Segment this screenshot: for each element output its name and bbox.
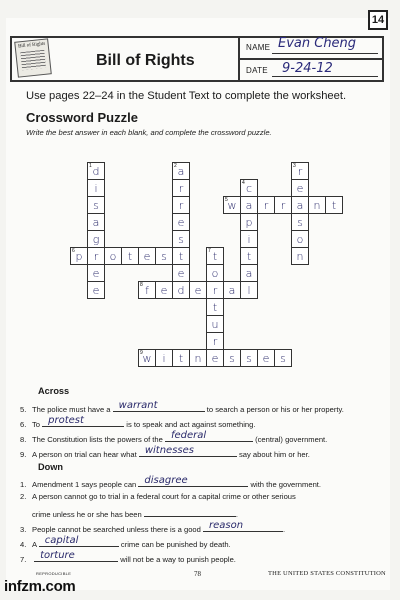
cell-letter: s — [297, 216, 303, 229]
cell-letter: r — [297, 165, 303, 178]
clue-down-7 — [20, 552, 236, 564]
cell-letter: o — [296, 233, 304, 246]
cell-letter: t — [178, 352, 184, 365]
clue-text-before: The Constitution lists the powers of the — [32, 435, 163, 444]
footer-book-title: THE UNITED STATES CONSTITUTION — [268, 570, 386, 577]
crossword-cell[interactable] — [240, 230, 258, 248]
crossword-cell[interactable] — [87, 179, 105, 197]
crossword-cell[interactable] — [206, 247, 224, 265]
crossword-cell[interactable] — [155, 349, 173, 367]
crossword-cell[interactable] — [240, 213, 258, 231]
clue-across-8 — [20, 432, 327, 444]
cell-clue-number: 3 — [293, 163, 296, 169]
cell-letter: r — [212, 335, 218, 348]
answer-blank[interactable] — [42, 417, 124, 427]
clue-text-after: to search a person or his or her property. — [206, 405, 344, 414]
answer-handwriting: federal — [170, 430, 207, 441]
clue-across-6 — [20, 417, 255, 429]
crossword-cell[interactable] — [87, 162, 105, 180]
crossword-cell[interactable] — [291, 162, 309, 180]
cell-letter: e — [296, 182, 304, 195]
crossword-cell[interactable] — [172, 162, 190, 180]
crossword-cell[interactable] — [172, 230, 190, 248]
clue-text-before: crime unless he or she has been — [32, 510, 142, 519]
clue-text-before: The police must have a — [32, 405, 111, 414]
crossword-cell[interactable] — [172, 247, 190, 265]
cell-letter: t — [178, 250, 184, 263]
crossword-cell[interactable] — [70, 247, 88, 265]
reproducible-mark: REPRODUCIBLE — [36, 571, 72, 576]
cell-letter: l — [247, 284, 251, 297]
crossword-cell[interactable] — [291, 213, 309, 231]
clue-down-1 — [20, 477, 321, 489]
cell-letter: e — [92, 284, 100, 297]
clue-number: 9. — [20, 450, 27, 459]
answer-handwriting: capital — [44, 535, 79, 546]
cell-letter: c — [245, 182, 253, 195]
crossword-cell[interactable] — [138, 247, 156, 265]
crossword-cell[interactable] — [240, 179, 258, 197]
crossword-cell[interactable] — [223, 281, 241, 299]
crossword-cell[interactable] — [206, 298, 224, 316]
across-heading: Across — [38, 386, 70, 396]
cell-letter: i — [247, 233, 251, 246]
clue-number: 3. — [20, 525, 27, 534]
clue-text-after: is to speak and act against something. — [126, 420, 256, 429]
cell-letter: s — [246, 352, 252, 365]
date-label: DATE — [246, 66, 268, 75]
cell-letter: a — [296, 199, 304, 212]
cell-letter: e — [194, 284, 202, 297]
crossword-cell[interactable] — [172, 196, 190, 214]
answer-handwriting: torture — [40, 550, 75, 561]
cell-clue-number: 2 — [174, 163, 177, 169]
cell-letter: r — [93, 250, 99, 263]
crossword-cell[interactable] — [87, 247, 105, 265]
clue-across-5 — [20, 402, 344, 414]
cell-letter: n — [194, 352, 202, 365]
cell-letter: e — [160, 284, 168, 297]
clue-text-before: A person cannot go to trial in a federal court for a capital crime or other serious — [32, 492, 296, 501]
cell-letter: o — [211, 267, 219, 280]
cell-letter: t — [212, 301, 218, 314]
cell-letter: a — [245, 199, 253, 212]
answer-blank[interactable] — [165, 432, 253, 442]
clue-down-2 — [20, 492, 296, 501]
footer-page-number: 78 — [194, 570, 201, 578]
crossword-cell[interactable] — [257, 349, 275, 367]
cell-letter: p — [245, 216, 253, 229]
cell-letter: s — [178, 233, 184, 246]
crossword-cell[interactable] — [291, 230, 309, 248]
clue-text-before: A person on trial can hear what — [32, 450, 137, 459]
cell-clue-number: 4 — [242, 180, 245, 186]
clue-text-after: say about him or her. — [238, 450, 310, 459]
crossword-cell[interactable] — [206, 349, 224, 367]
crossword-cell[interactable] — [87, 264, 105, 282]
cell-clue-number: 6 — [72, 248, 75, 254]
answer-blank[interactable] — [144, 507, 236, 517]
cell-letter: e — [262, 352, 270, 365]
cell-letter: s — [280, 352, 286, 365]
clue-number: 4. — [20, 540, 27, 549]
clue-down-4 — [20, 537, 231, 549]
crossword-cell[interactable] — [274, 349, 292, 367]
cell-letter: e — [177, 216, 185, 229]
cell-letter: e — [177, 267, 185, 280]
clue-text-after: . — [283, 525, 286, 534]
clue-text-after: . — [235, 510, 238, 519]
clue-number: 6. — [20, 420, 27, 429]
clue-number: 2. — [20, 492, 27, 501]
cell-letter: n — [313, 199, 321, 212]
cell-letter: r — [178, 199, 184, 212]
crossword-cell[interactable] — [206, 315, 224, 333]
cell-letter: t — [127, 250, 133, 263]
crossword-cell[interactable] — [87, 213, 105, 231]
crossword-cell[interactable] — [155, 281, 173, 299]
cell-letter: w — [142, 352, 152, 365]
crossword-cell[interactable] — [291, 179, 309, 197]
name-label: NAME — [246, 43, 271, 52]
clue-text-after: with the government. — [250, 480, 322, 489]
crossword-cell[interactable] — [206, 332, 224, 350]
crossword-cell[interactable] — [325, 196, 343, 214]
cell-letter: r — [178, 182, 184, 195]
cell-letter: o — [109, 250, 117, 263]
cell-letter: t — [246, 250, 252, 263]
intro-text: Use pages 22–24 in the Student Text to complete the worksheet. — [26, 90, 347, 102]
clue-number: 1. — [20, 480, 27, 489]
clue-across-9 — [20, 447, 310, 459]
crossword-cell[interactable] — [223, 349, 241, 367]
crossword-cell[interactable] — [138, 281, 156, 299]
clue-text-before: A — [32, 540, 37, 549]
cell-clue-number: 7 — [208, 248, 211, 254]
crossword-cell[interactable] — [172, 264, 190, 282]
crossword-cell[interactable] — [308, 196, 326, 214]
cell-letter: t — [212, 250, 218, 263]
cell-letter: e — [143, 250, 151, 263]
crossword-cell[interactable] — [240, 281, 258, 299]
crossword-cell[interactable] — [240, 247, 258, 265]
answer-handwriting: reason — [209, 520, 244, 531]
crossword-cell[interactable] — [291, 196, 309, 214]
cell-letter: p — [75, 250, 83, 263]
cell-letter: e — [92, 267, 100, 280]
answer-blank[interactable] — [139, 447, 237, 457]
clue-number: 5. — [20, 405, 27, 414]
cell-letter: a — [92, 216, 100, 229]
answer-blank[interactable] — [34, 552, 118, 562]
cell-letter: a — [245, 267, 253, 280]
crossword-cell[interactable] — [291, 247, 309, 265]
logo-text: Bill of Rights — [17, 41, 46, 50]
answer-blank[interactable] — [138, 477, 248, 487]
cell-letter: n — [296, 250, 304, 263]
site-watermark: infzm.com — [4, 578, 76, 595]
answer-handwriting: protest — [48, 415, 84, 426]
cell-letter: d — [177, 284, 185, 297]
crossword-cell[interactable] — [206, 281, 224, 299]
cell-letter: a — [177, 165, 185, 178]
clue-number: 8. — [20, 435, 27, 444]
crossword-cell[interactable] — [104, 247, 122, 265]
crossword-cell[interactable] — [240, 264, 258, 282]
cell-letter: t — [331, 199, 337, 212]
crossword-cell[interactable] — [87, 281, 105, 299]
clue-text-before: People cannot be searched unless there is a good — [32, 525, 201, 534]
crossword-cell[interactable] — [87, 196, 105, 214]
answer-handwriting: witnesses — [144, 445, 194, 456]
clue-text-before: To — [32, 420, 41, 429]
cell-letter: i — [94, 182, 98, 195]
cell-letter: u — [211, 318, 219, 331]
clue-text-after: crime can be punished by death. — [120, 540, 231, 549]
cell-letter: w — [227, 199, 237, 212]
page-badge: 14 — [368, 10, 388, 30]
crossword-cell[interactable] — [172, 213, 190, 231]
cell-letter: s — [161, 250, 167, 263]
clue-down-2-cont — [20, 507, 238, 519]
down-heading: Down — [38, 462, 64, 472]
cell-clue-number: 5 — [225, 197, 228, 203]
page-title: Bill of Rights — [96, 52, 195, 69]
crossword-cell[interactable] — [172, 179, 190, 197]
clue-text-before: Amendment 1 says people can — [32, 480, 137, 489]
cell-letter: e — [211, 352, 219, 365]
cell-letter: i — [162, 352, 166, 365]
name-field[interactable]: Evan Cheng — [278, 36, 357, 51]
crossword-cell[interactable] — [189, 281, 207, 299]
cell-letter: r — [280, 199, 286, 212]
answer-handwriting: warrant — [118, 400, 158, 411]
answer-blank[interactable] — [203, 520, 286, 534]
cell-letter: d — [92, 165, 100, 178]
crossword-cell[interactable] — [87, 230, 105, 248]
crossword-title: Crossword Puzzle — [26, 110, 138, 125]
crossword-cell[interactable] — [138, 349, 156, 367]
cell-letter: g — [92, 233, 100, 246]
cell-letter: f — [145, 284, 149, 297]
answer-handwriting: disagree — [144, 475, 188, 486]
crossword-cell[interactable] — [257, 196, 275, 214]
crossword-cell[interactable] — [240, 349, 258, 367]
instructions: Write the best answer in each blank, and complete the crossword puzzle. — [26, 128, 272, 137]
cell-letter: r — [212, 284, 218, 297]
cell-letter: a — [228, 284, 236, 297]
crossword-cell[interactable] — [155, 247, 173, 265]
cell-clue-number: 9 — [140, 350, 143, 356]
clue-text-after: (central) government. — [255, 435, 328, 444]
crossword-cell[interactable] — [189, 349, 207, 367]
crossword-cell[interactable] — [172, 349, 190, 367]
clue-down-3 — [20, 522, 285, 534]
clue-text-after: will not be a way to punish people. — [120, 555, 236, 564]
cell-clue-number: 8 — [140, 282, 143, 288]
cell-letter: s — [93, 199, 99, 212]
crossword-cell[interactable] — [223, 196, 241, 214]
cell-clue-number: 1 — [89, 163, 92, 169]
crossword-cell[interactable] — [121, 247, 139, 265]
crossword-cell[interactable] — [240, 196, 258, 214]
crossword-cell[interactable] — [274, 196, 292, 214]
crossword-cell[interactable] — [206, 264, 224, 282]
crossword-cell[interactable] — [172, 281, 190, 299]
clue-number: 7. — [20, 555, 27, 564]
cell-letter: s — [229, 352, 235, 365]
cell-letter: r — [263, 199, 269, 212]
answer-blank[interactable] — [39, 537, 119, 547]
answer-blank[interactable] — [113, 402, 205, 412]
date-field[interactable]: 9-24-12 — [282, 61, 333, 76]
